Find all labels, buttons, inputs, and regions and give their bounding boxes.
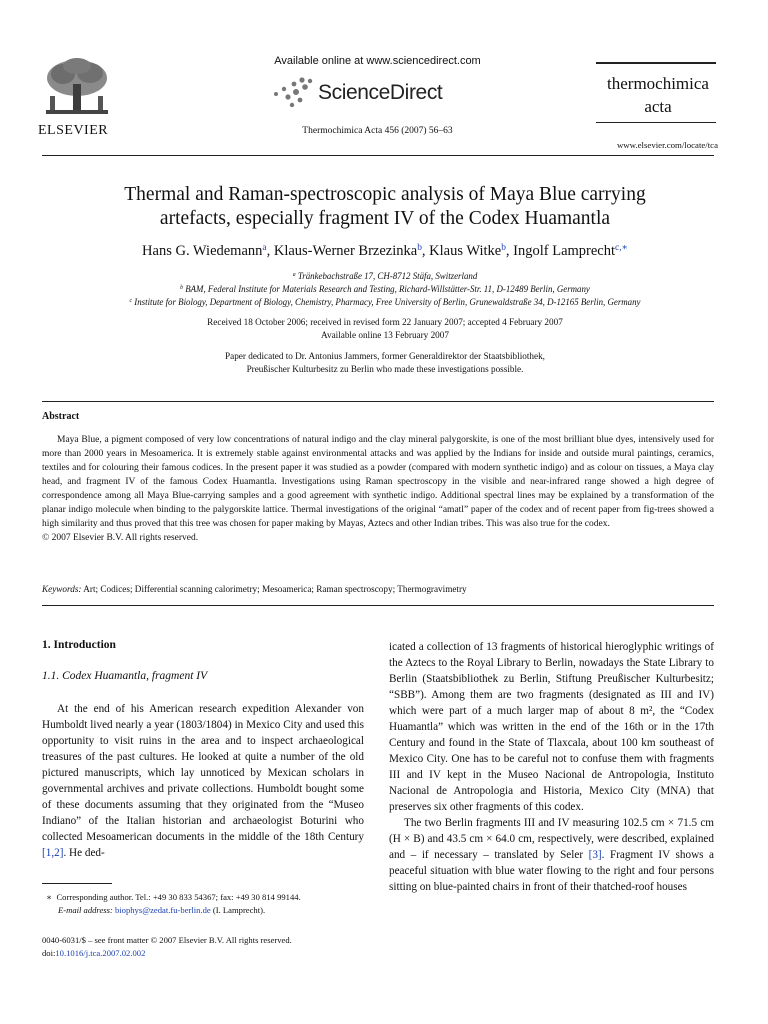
journal-name-line2: acta	[644, 97, 672, 116]
affiliation-c: $^c$ Institute for Biology, Department of Biology, Chemistry, Pharmacy, Free University of Berlin, Grunewaldstraße 34, D-12165 Berlin, Germany	[129, 297, 641, 307]
dedication-line-1: Paper dedicated to Dr. Antonius Jammers, former Generaldirektor der Staatsbibliothek,	[225, 351, 545, 361]
intro-paragraph-3: The two Berlin fragments III and IV measuring 102.5 cm × 71.5 cm (H × B) and 43.5 cm × 64.0 cm, respectively, were described, explained and – if necessary – translated by Seler [3]. Fragment IV shows a peaceful situation with blue water flowing to the right and four persons sitting on blue-painted chairs in front of their thatched-roof houses	[389, 817, 715, 893]
author-1[interactable]: Hans G. Wiedemann$^a$	[142, 242, 267, 259]
received-dates: Received 18 October 2006; received in revised form 22 January 2007; accepted 4 February 2007	[207, 317, 563, 327]
sciencedirect-wordmark: ScienceDirect	[318, 81, 443, 104]
footnote	[42, 891, 372, 917]
abstract-body	[42, 433, 714, 545]
doi-link[interactable]: 10.1016/j.tca.2007.02.002	[55, 948, 146, 958]
bottom-info	[42, 934, 372, 960]
citation-line: Thermochimica Acta 456 (2007) 56–63	[302, 126, 453, 136]
intro-paragraph-1: At the end of his American research expedition Alexander von Humboldt lived nearly a year (1803/1804) in Mexico City and used this opportunity to visit ruins in the area and to inspect archaeological treasures of the past cultures. He looked at quite a number of the old pictured manuscripts, which lay unnoticed by Mexican scholars in governmental archives and private collections. Humboldt bought some of these documents assuming that they originated from the “Museo Indiano” of the Italian historian and archaeologist Boturini who collected Mesoamerican documents in the middle of the 18th Century [1,2]. He ded-	[42, 703, 364, 859]
footnote-rule	[42, 883, 112, 884]
dedication-line-2: Preußischer Kulturbesitz zu Berlin who made these investigations possible.	[246, 364, 524, 374]
sciencedirect-logo	[272, 76, 462, 110]
subsection-heading: 1.1. Codex Huamantla, fragment IV	[42, 670, 208, 682]
author-list: Hans G. Wiedemann$^a$, Klaus-Werner Brzezinka$^b$, Klaus Witke$^b$, Ingolf Lamprecht$^{c,∗}$	[142, 242, 628, 259]
abstract-copyright: © 2007 Elsevier B.V. All rights reserved.	[42, 533, 199, 543]
right-column-text	[389, 639, 714, 895]
sciencedirect-dots-icon	[272, 76, 316, 110]
journal-top-rule	[596, 62, 716, 64]
affiliation-a: $^a$ Tränkebachstraße 17, CH-8712 Stäfa, Switzerland	[292, 271, 478, 281]
footnote-email: E-mail address: biophys@zedat.fu-berlin.de (I. Lamprecht).	[58, 905, 266, 915]
available-online-text: Available online at www.sciencedirect.com	[274, 55, 481, 67]
article-title	[40, 183, 730, 231]
elsevier-logo	[38, 56, 116, 122]
available-date: Available online 13 February 2007	[321, 330, 449, 340]
keywords	[42, 584, 714, 594]
keywords-label: Keywords:	[42, 584, 82, 594]
left-column-text	[42, 701, 364, 861]
affiliation-b: $^b$ BAM, Federal Institute for Materials Research and Testing, Richard-Willstätter-Str. 11, D-12489 Berlin, Germany	[180, 284, 590, 294]
author-4[interactable]: Ingolf Lamprecht$^{c,∗}$	[513, 242, 628, 259]
journal-url[interactable]: www.elsevier.com/locate/tca	[616, 140, 718, 150]
abstract-text: Maya Blue, a pigment composed of very low concentrations of natural indigo and the clay mineral palygorskite, is one of the most brilliant blue dyes, intensively used for more than 2000 years in Mesoamerica. It is extremely stable against environmental attacks and was applied by the Indians for inside and outside mural paintings, ceramics, textiles and for colouring their famous codices. In the present paper it was studied as a powder (compared with modern synthetic indigo) and as colour on tissues, a Maya clay head, and fragment IV of the famous Codex Huamantla. Investigations using Raman spectroscopy in the visible and near-infrared range showed a high degree of correspondence among all Maya Blue-carrying samples and a good agreement with synthetic indigo. Additional spectral lines may be explained by a transformation of the planar indigo molecule when binding to the palygorskite lattice. Thermal investigations of the original “amatl” paper of the codex and of recent paper from fig-trees showed a high similarity and thus proved that this tree was chosen for paper making by Mayas, Aztecs and other Indian tribes. This was also true for the codex.	[42, 435, 714, 529]
author-2[interactable]: Klaus-Werner Brzezinka$^b$	[273, 242, 422, 259]
footnote-contact: ∗ Corresponding author. Tel.: +49 30 833 54367; fax: +49 30 814 99144.	[46, 892, 301, 902]
journal-bottom-rule	[596, 122, 716, 123]
title-line-2: artefacts, especially fragment IV of the Codex Huamantla	[159, 208, 611, 229]
dates	[40, 316, 730, 342]
header-rule	[42, 155, 714, 156]
intro-paragraph-2: icated a collection of 13 fragments of historical hieroglyphic writings of the Aztecs to the Royal Library to Berlin, nowadays the State Library to Berlin (Staatsbibliothek zu Berlin, Stiftung Preußischer Kulturbesitz; “SBB”). Among them are two fragments (designated as III and IV) which were part of a much larger map of about 8 m², the “Codex Huamantla” which was written in the end of the 16th or in the 17th Century and found in the State of Tlaxcala, about 100 km southeast of Mexico City. One has to be careful not to confuse them with fragments III and IV kept in the Museo Nacional de Antropologia, Instituto Nacional de Antropologia and Historia, Mexico City (MNA) that preserves six other fragments of this codex.	[389, 641, 714, 813]
publisher-name: ELSEVIER	[38, 123, 109, 138]
reference-link-3[interactable]: [3]	[588, 849, 602, 861]
reference-link-1-2[interactable]: [1,2]	[42, 847, 64, 859]
issn-line: 0040-6031/$ – see front matter © 2007 Elsevier B.V. All rights reserved.	[42, 935, 292, 945]
abstract-top-rule	[42, 401, 714, 402]
journal-name-line1: thermochimica	[607, 74, 709, 93]
elsevier-tree-icon	[38, 56, 116, 122]
doi-line: doi:10.1016/j.tca.2007.02.002	[42, 948, 146, 958]
section-heading-introduction: 1. Introduction	[42, 639, 116, 651]
title-line-1: Thermal and Raman-spectroscopic analysis of Maya Blue carrying	[124, 184, 646, 205]
abstract-bottom-rule	[42, 605, 714, 606]
affiliations	[40, 270, 730, 309]
dedication	[40, 350, 730, 376]
abstract-heading: Abstract	[42, 411, 80, 422]
email-link[interactable]: biophys@zedat.fu-berlin.de	[114, 905, 211, 915]
author-3[interactable]: Klaus Witke$^b$	[429, 242, 506, 259]
keywords-list: Art; Codices; Differential scanning calorimetry; Mesoamerica; Raman spectroscopy; Thermogravimetry	[83, 584, 467, 594]
